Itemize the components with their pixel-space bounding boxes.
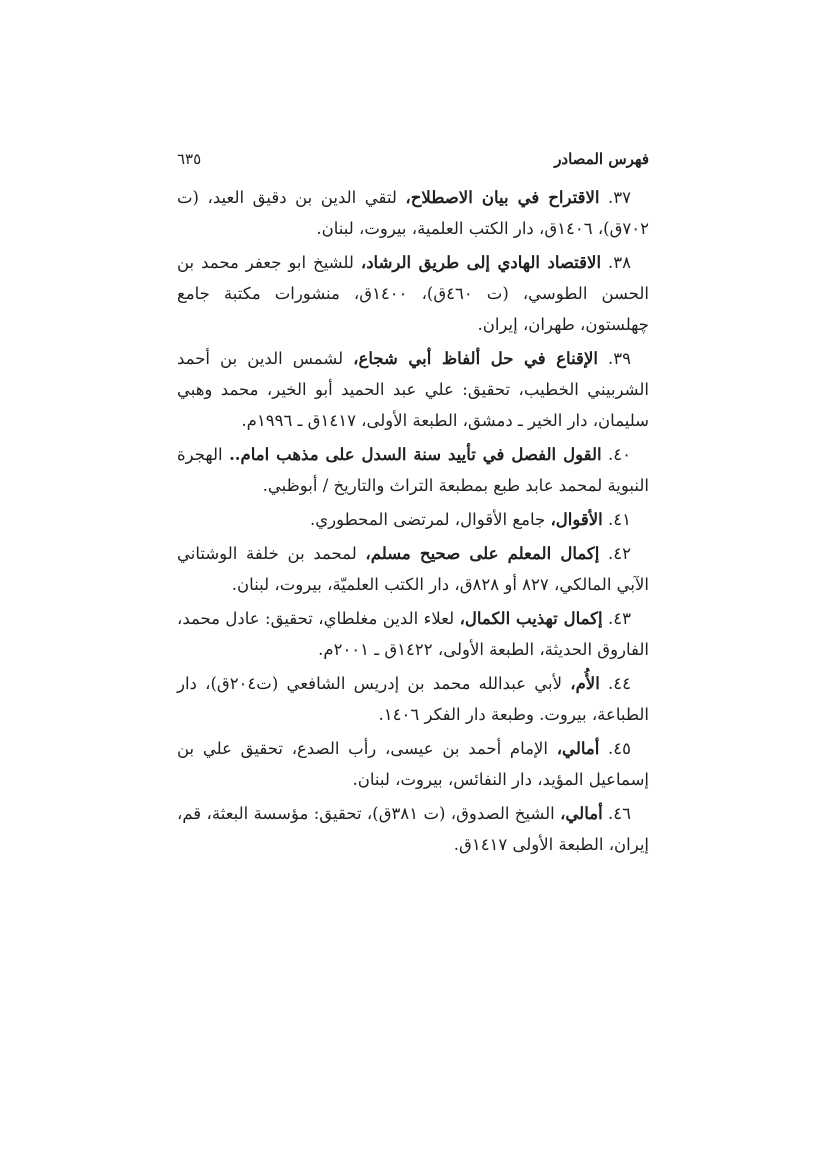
entry-details: للشيخ ابو جعفر محمد بن الحسن الطوسي، (ت ٤٦٠ق)، ١٤٠٠ق، منشورات مكتبة جامع چهلستون، طهران، إيران.: [177, 253, 649, 334]
entry-details: الإمام أحمد بن عيسى، رأب الصدع، تحقيق علي بن إسماعيل المؤيد، دار النفائس، بيروت، لبنان.: [177, 739, 649, 789]
bibliography-entry: [177, 504, 649, 535]
entry-number: ٤٠.: [601, 445, 631, 464]
entry-number: ٤٥.: [599, 739, 631, 758]
entry-details: لتقي الدين بن دقيق العيد، (ت ٧٠٢ق)، ١٤٠٦ق، دار الكتب العلمية، بيروت، لبنان.: [177, 188, 649, 238]
bibliography-entry: [177, 733, 649, 795]
entry-details: الشيخ الصدوق، (ت ٣٨١ق)، تحقيق: مؤسسة البعثة، قم، إيران، الطبعة الأولى ١٤١٧ق.: [177, 804, 649, 854]
entry-title: الاقتصاد الهادي إلى طريق الرشاد،: [360, 253, 602, 272]
entry-title: الإقناع في حل ألفاظ أبي شجاع،: [353, 349, 598, 368]
page: [177, 150, 649, 863]
entry-details: لمحمد بن خلفة الوشتاني الآبي المالكي، ٨٢٧ أو ٨٢٨ق، دار الكتب العلميّة، بيروت، لبنان.: [177, 544, 649, 594]
bibliography-entry: [177, 538, 649, 600]
entry-number: ٤٣.: [602, 609, 631, 628]
running-head-title: فهرس المصادر: [554, 150, 649, 168]
entry-title: إكمال تهذيب الكمال،: [459, 609, 603, 628]
entry-number: ٤٢.: [599, 544, 631, 563]
entry-title: إكمال المعلم على صحيح مسلم،: [365, 544, 600, 563]
entry-number: ٤٤.: [599, 674, 631, 693]
bibliography-entry: [177, 343, 649, 436]
running-head: [177, 150, 649, 182]
entry-number: ٣٩.: [597, 349, 631, 368]
entry-title: الأقوال،: [550, 510, 603, 529]
entry-details: لشمس الدين بن أحمد الشربيني الخطيب، تحقيق: علي عبد الحميد أبو الخير، محمد وهبي سليمان، دار الخير ـ دمشق، الطبعة الأولى، ١٤١٧ق ـ ١٩٩٦م.: [177, 349, 649, 430]
entry-title: أمالي،: [560, 804, 603, 823]
entry-title: الاقتراح في بيان الاصطلاح،: [405, 188, 600, 207]
entry-details: لأبي عبدالله محمد بن إدريس الشافعي (ت٢٠٤ق)، دار الطباعة، بيروت. وطبعة دار الفكر ١٤٠٦.: [177, 674, 649, 724]
bibliography-entry: [177, 668, 649, 730]
entry-number: ٤١.: [602, 510, 631, 529]
entry-number: ٣٧.: [599, 188, 631, 207]
entry-number: ٤٦.: [602, 804, 631, 823]
bibliography-entry: [177, 247, 649, 340]
entry-title: القول الفصل في تأييد سنة السدل على مذهب امام..: [229, 445, 602, 464]
bibliography-list: [177, 182, 649, 860]
bibliography-entry: [177, 603, 649, 665]
page-number: ٦٣٥: [177, 150, 202, 168]
entry-details: الهجرة النبوية لمحمد عابد طبع بمطبعة التراث والتاريخ / أبوظبي.: [177, 445, 649, 495]
entry-title: أمالي،: [556, 739, 600, 758]
bibliography-entry: [177, 182, 649, 244]
entry-title: الأُم،: [570, 674, 600, 693]
entry-number: ٣٨.: [601, 253, 631, 272]
bibliography-entry: [177, 798, 649, 860]
entry-details: لعلاء الدين مغلطاي، تحقيق: عادل محمد، الفاروق الحديثة، الطبعة الأولى، ١٤٢٢ق ـ ٢٠٠١م.: [177, 609, 649, 659]
entry-details: جامع الأقوال، لمرتضى المحطوري.: [310, 510, 551, 529]
bibliography-entry: [177, 439, 649, 501]
